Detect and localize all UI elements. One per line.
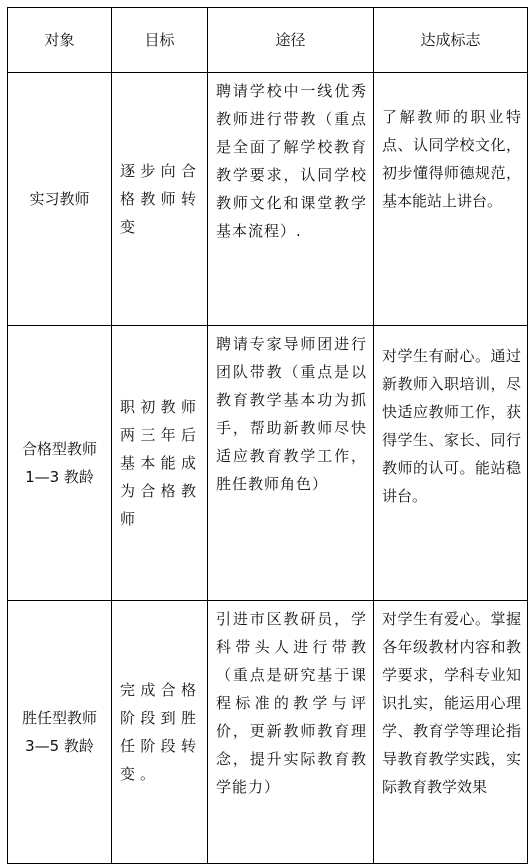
cell-way: 聘请学校中一线优秀教师进行带教（重点是全面了解学校教育教学要求，认同学校教师文化和课堂教学基本流程）.: [208, 73, 374, 326]
cell-flag: 对学生有耐心。通过新教师入职培训，尽快适应教师工作，获得学生、家长、同行教师的认可。能站稳讲台。: [374, 326, 528, 601]
cell-object: [8, 326, 112, 601]
cell-flag: 了解教师的职业特点、认同学校文化，初步懂得师德规范，基本能站上讲台。: [374, 73, 528, 326]
object-name: 胜任型教师: [21, 709, 97, 727]
table-row: [8, 73, 528, 326]
object-seniority: 3—5 教龄: [25, 737, 94, 755]
object-seniority: 1—3 教龄: [25, 468, 94, 486]
cell-way: 聘请专家导师团进行团队带教（重点是以教育教学基本功为抓手，帮助新教师尽快适应教育教学工作，胜任教师角色）: [208, 326, 374, 601]
teacher-development-table: [7, 7, 528, 864]
table-header-row: [8, 8, 528, 73]
cell-object: [8, 73, 112, 326]
cell-goal: 逐步向合格教师转变: [112, 73, 208, 326]
table-row: [8, 326, 528, 601]
table-row: [8, 601, 528, 864]
cell-way: 引进市区教研员，学科带头人进行带教（重点是研究基于课程标准的教学与评价，更新教师教育理念，提升实际教育教学能力）: [208, 601, 374, 864]
header-object: 对象: [8, 8, 112, 73]
object-name: 实习教师: [29, 190, 90, 208]
cell-object: [8, 601, 112, 864]
header-flag: 达成标志: [374, 8, 528, 73]
cell-goal: 完成合格阶段到胜任阶段转变。: [112, 601, 208, 864]
cell-goal: 职初教师两三年后基本能成为合格教师: [112, 326, 208, 601]
header-way: 途径: [208, 8, 374, 73]
header-goal: 目标: [112, 8, 208, 73]
cell-flag: 对学生有爱心。掌握各年级教材内容和教学要求，学科专业知识扎实，能运用心理学、教育学等理论指导教育教学实践，实际教育教学效果: [374, 601, 528, 864]
object-name: 合格型教师: [21, 440, 97, 458]
